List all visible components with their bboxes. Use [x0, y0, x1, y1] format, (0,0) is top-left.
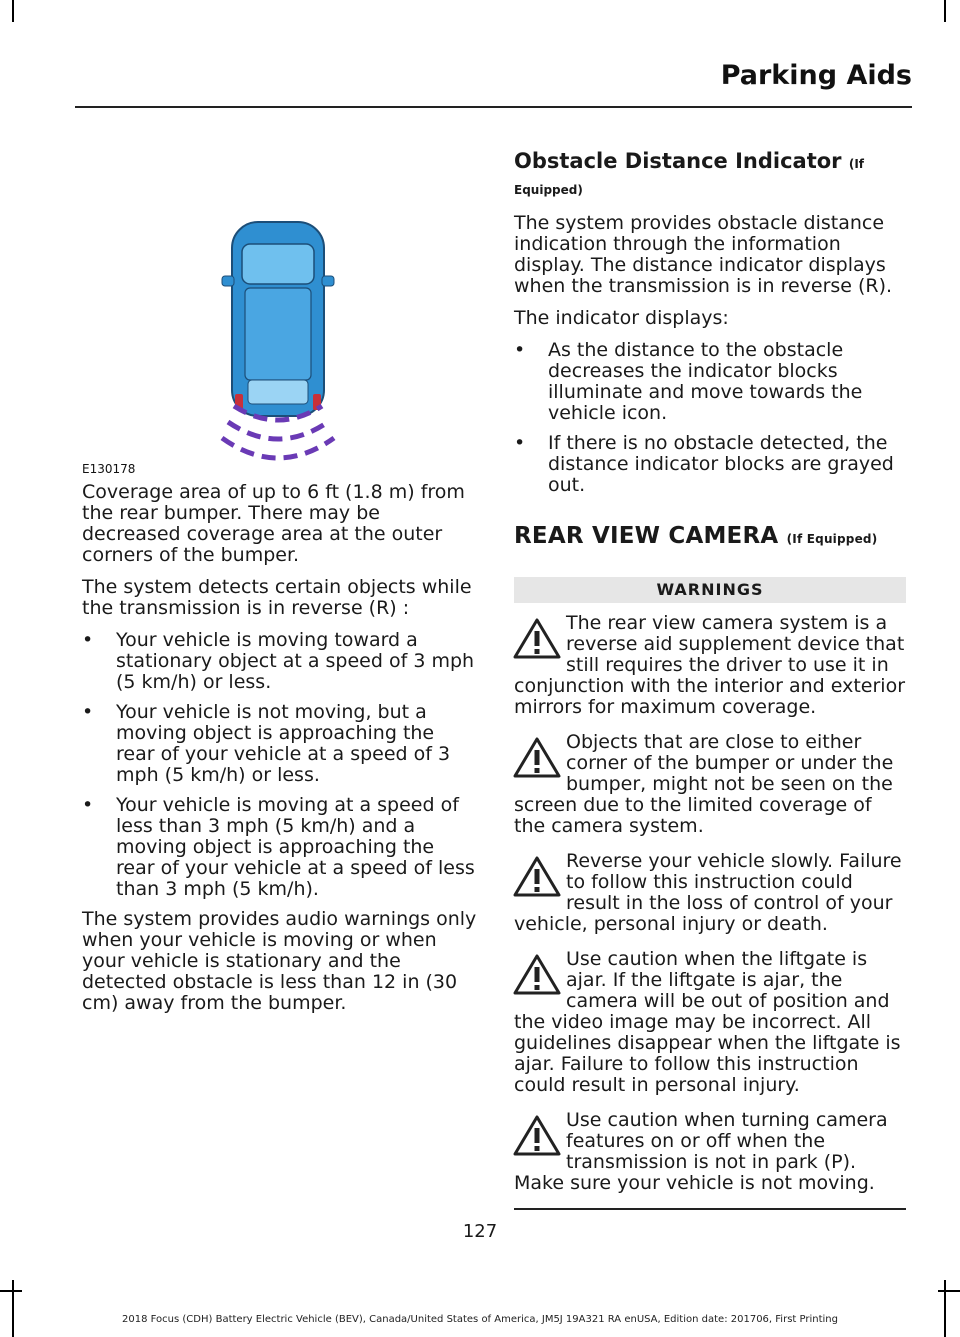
- figure-code: E130178: [82, 462, 136, 476]
- rear-view-camera-heading: REAR VIEW CAMERA (If Equipped): [514, 523, 878, 549]
- section-title: Parking Aids: [720, 60, 912, 91]
- right-column: [514, 148, 906, 1210]
- list-item: • Your vehicle is moving at a speed of less than 3 mph (5 km/h) and a moving object is approaching the rear of your vehicle at a speed of less than 3 mph (5 km/h).: [82, 795, 477, 900]
- warning-item: Use caution when turning camera features on or off when the transmission is not in park (P). Make sure your vehicle is not moving.: [514, 1109, 888, 1194]
- odi-list: [514, 340, 906, 496]
- odi-indicator-paragraph: The indicator displays:: [514, 307, 729, 329]
- crop-mark-bottom-left-h: [0, 1290, 22, 1292]
- obstacle-distance-heading-equipped: Equipped): [514, 183, 583, 197]
- crop-mark-bottom-right-v: [944, 1280, 946, 1337]
- list-item: • Your vehicle is not moving, but a moving object is approaching the rear of your vehicle at a speed of 3 mph (5 km/h) or less.: [82, 702, 477, 786]
- odi-paragraph: The system provides obstacle distance indication through the information display. The distance indicator displays when the transmission is in reverse (R).: [514, 212, 893, 297]
- warning-item: Use caution when the liftgate is ajar. If the liftgate is ajar, the camera will be out of position and the video image may be incorrect. All guidelines disappear when the liftgate is ajar. Failure to follow this instruction could result in personal injury.: [514, 948, 901, 1096]
- car-rear-sensor-illustration: [82, 220, 477, 482]
- warning-triangle-icon: [512, 1114, 562, 1158]
- warning-triangle-icon: [512, 855, 562, 899]
- audio-warning-paragraph: The system provides audio warnings only when your vehicle is moving or when your vehicle is stationary and the detected obstacle is less than 12 in (30 cm) away from the bumper.: [82, 908, 477, 1014]
- car-mirror-left: [222, 276, 234, 286]
- warning-item: Objects that are close to either corner of the bumper or under the bumper, might not be seen on the screen due to the limited coverage of the camera system.: [514, 731, 894, 837]
- car-rear-window: [248, 380, 308, 404]
- crop-mark-bottom-right-h: [938, 1290, 960, 1292]
- left-column: [82, 220, 477, 1025]
- crop-mark-top-left-v: [12, 0, 14, 22]
- car-roof: [245, 288, 311, 380]
- warning-triangle-icon: [512, 617, 562, 661]
- detection-list: [82, 630, 477, 900]
- obstacle-distance-heading: Obstacle Distance Indicator (If: [514, 149, 865, 173]
- warning-triangle-icon: [512, 736, 562, 780]
- car-mirror-right: [322, 276, 334, 286]
- crop-mark-top-right-v: [944, 0, 946, 22]
- warnings-banner: WARNINGS: [514, 577, 906, 603]
- list-item: • As the distance to the obstacle decreases the indicator blocks illuminate and move towards the vehicle icon.: [514, 340, 906, 424]
- detection-paragraph: The system detects certain objects while the transmission is in reverse (R) :: [82, 576, 472, 619]
- crop-mark-bottom-left-v: [12, 1280, 14, 1337]
- warnings-end-rule: [514, 1208, 906, 1210]
- car-windshield: [242, 244, 314, 284]
- footer-edition-line: 2018 Focus (CDH) Battery Electric Vehicle (BEV), Canada/United States of America, JM5J 19A321 RA enUSA, Edition date: 201706, First Printing: [122, 1314, 838, 1325]
- sensor-arc-2: [228, 422, 328, 439]
- warning-triangle-icon: [512, 953, 562, 997]
- list-item: • Your vehicle is moving toward a stationary object at a speed of 3 mph (5 km/h) or less.: [82, 630, 477, 693]
- warning-item: Reverse your vehicle slowly. Failure to follow this instruction could result in the loss of control of your vehicle, personal injury or death.: [514, 850, 902, 935]
- coverage-paragraph: Coverage area of up to 6 ft (1.8 m) from the rear bumper. There may be decreased coverage area at the outer corners of the bumper.: [82, 481, 465, 566]
- warning-item: The rear view camera system is a reverse aid supplement device that still requires the driver to use it in conjunction with the interior and exterior mirrors for maximum coverage.: [514, 612, 906, 718]
- parking-sensor-figure: [82, 220, 477, 482]
- list-item: • If there is no obstacle detected, the distance indicator blocks are grayed out.: [514, 433, 906, 496]
- header-rule: [75, 106, 912, 108]
- page-number: 127: [462, 1221, 498, 1242]
